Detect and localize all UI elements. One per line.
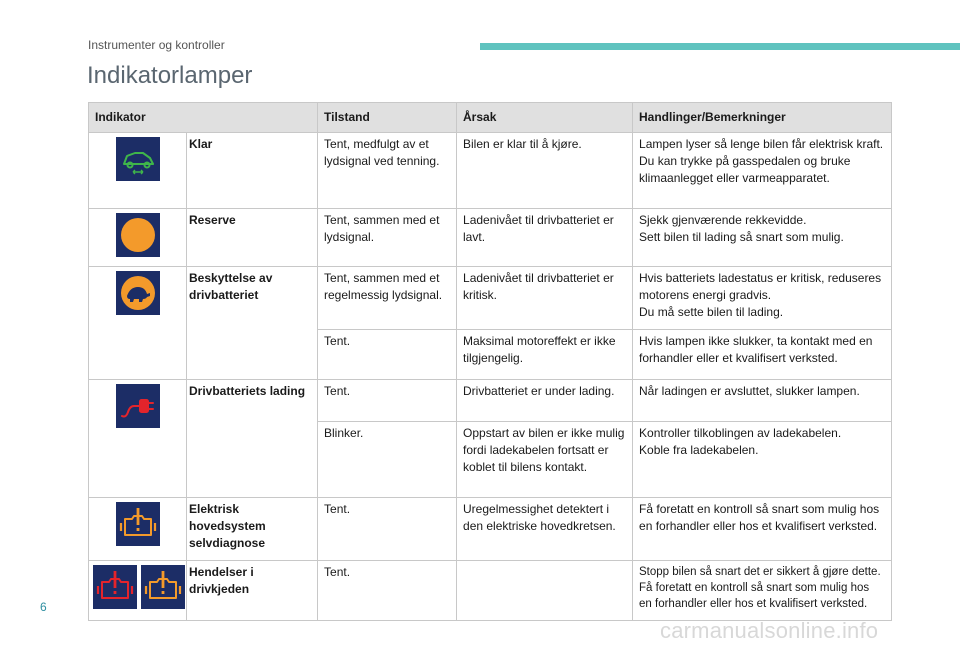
indicator-state: Tent. — [318, 561, 457, 621]
indicator-action: Lampen lyser så lenge bilen får elektrisk kraft. Du kan trykke på gasspedalen og bruke klimaanlegget eller varmeapparatet. — [633, 133, 892, 209]
indicator-name: Beskyttelse av drivbatteriet — [187, 267, 318, 380]
table-row — [89, 561, 892, 621]
indicator-cause: Drivbatteriet er under lading. — [457, 380, 633, 422]
indicator-state: Tent. — [318, 330, 457, 380]
indicator-icon-cell — [89, 561, 187, 621]
drivetrain-warning-alt-icon — [141, 565, 185, 609]
charging-plug-icon — [116, 384, 160, 428]
indicator-action: Hvis lampen ikke slukker, ta kontakt med en forhandler eller et kvalifisert verksted. — [633, 330, 892, 380]
indicator-action: Hvis batteriets ladestatus er kritisk, reduseres motorens energi gradvis. Du må sette bilen til lading. — [633, 267, 892, 330]
indicator-action: Når ladingen er avsluttet, slukker lampen. — [633, 380, 892, 422]
indicator-icon-cell — [89, 133, 187, 209]
column-header-indikator: Indikator — [89, 103, 318, 133]
indicator-name: Reserve — [187, 209, 318, 267]
drivetrain-warning-icon — [93, 565, 137, 609]
indicator-cause: Ladenivået til drivbatteriet er kritisk. — [457, 267, 633, 330]
indicator-state: Tent, sammen med et lydsignal. — [318, 209, 457, 267]
watermark: carmanualsonline.info — [660, 618, 879, 643]
page-number: 6 — [40, 600, 47, 614]
section-accent-bar — [480, 43, 960, 50]
column-header-arsak: Årsak — [457, 103, 633, 133]
table-row — [89, 380, 892, 422]
indicator-state: Tent, sammen med et regelmessig lydsignal. — [318, 267, 457, 330]
indicator-state: Tent, medfulgt av et lydsignal ved tenning. — [318, 133, 457, 209]
table-header-row — [89, 103, 892, 133]
indicator-cause — [457, 561, 633, 621]
electric-system-warning-icon — [116, 502, 160, 546]
indicator-cause: Maksimal motoreffekt er ikke tilgjengelig. — [457, 330, 633, 380]
table-row — [89, 267, 892, 330]
indicator-icon-cell — [89, 209, 187, 267]
indicator-icon-cell — [89, 267, 187, 380]
indicator-state: Blinker. — [318, 422, 457, 498]
indicator-state: Tent. — [318, 380, 457, 422]
indicator-cause: Uregelmessighet detektert i den elektriske hovedkretsen. — [457, 498, 633, 561]
table-row — [89, 133, 892, 209]
indicator-action: Få foretatt en kontroll så snart som mulig hos en forhandler eller hos et kvalifisert verksted. — [633, 498, 892, 561]
indicator-cause: Ladenivået til drivbatteriet er lavt. — [457, 209, 633, 267]
indicator-name: Klar — [187, 133, 318, 209]
indicator-name: Hendelser i drivkjeden — [187, 561, 318, 621]
indicator-state: Tent. — [318, 498, 457, 561]
table-row — [89, 498, 892, 561]
indicator-cause: Oppstart av bilen er ikke mulig fordi ladekabelen fortsatt er koblet til bilens kontakt. — [457, 422, 633, 498]
page-title: Indikatorlamper — [87, 62, 253, 89]
indicator-table — [88, 102, 892, 621]
column-header-handlinger: Handlinger/Bemerkninger — [633, 103, 892, 133]
reserve-orange-circle-icon — [116, 213, 160, 257]
indicator-icon-cell — [89, 380, 187, 498]
indicator-cause: Bilen er klar til å kjøre. — [457, 133, 633, 209]
indicator-action: Sjekk gjenværende rekkevidde. Sett bilen til lading så snart som mulig. — [633, 209, 892, 267]
indicator-action: Kontroller tilkoblingen av ladekabelen. Koble fra ladekabelen. — [633, 422, 892, 498]
ready-car-icon — [116, 137, 160, 181]
turtle-icon — [116, 271, 160, 315]
indicator-name: Drivbatteriets lading — [187, 380, 318, 498]
indicator-name: Elektrisk hovedsystem selvdiagnose — [187, 498, 318, 561]
column-header-tilstand: Tilstand — [318, 103, 457, 133]
section-label: Instrumenter og kontroller — [88, 38, 225, 52]
indicator-action: Stopp bilen så snart det er sikkert å gjøre dette. Få foretatt en kontroll så snart som mulig hos en forhandler eller hos et kvalifisert verksted. — [633, 561, 892, 621]
indicator-icon-cell — [89, 498, 187, 561]
table-row — [89, 209, 892, 267]
